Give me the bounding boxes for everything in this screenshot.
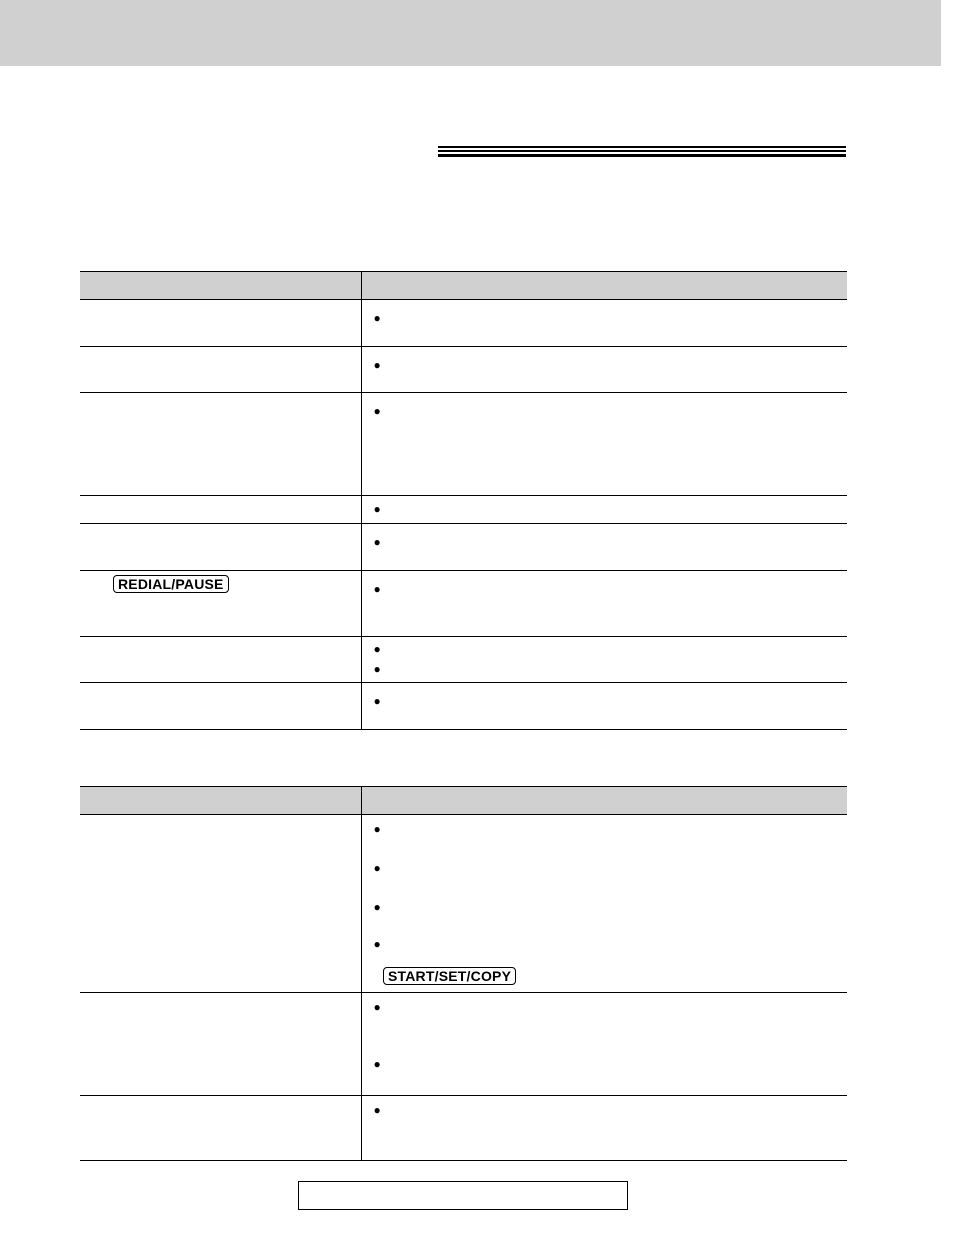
footer-box: [298, 1181, 628, 1210]
problem-cell: [80, 815, 361, 993]
header-band: [0, 0, 941, 66]
solution-cell: [361, 571, 847, 637]
table-row: [80, 683, 847, 730]
solution-cell: [361, 1096, 847, 1161]
bullet-icon: ●: [373, 642, 381, 656]
problem-cell: [80, 524, 361, 571]
bullet-icon: ●: [373, 404, 381, 418]
table-row: [80, 815, 847, 993]
problem-cell: [80, 683, 361, 730]
solution-cell: [361, 683, 847, 730]
solution-cell: [361, 524, 847, 571]
solution-cell: [361, 496, 847, 524]
bullet-icon: ●: [373, 1103, 381, 1117]
solution-cell: [361, 993, 847, 1096]
bullet-icon: ●: [373, 535, 381, 549]
bullet-icon: ●: [373, 861, 381, 875]
problem-cell: [80, 1096, 361, 1161]
table-header-row: [80, 787, 847, 815]
header-cell-solution: [361, 272, 847, 300]
problem-cell: [80, 637, 361, 683]
table-row: [80, 1096, 847, 1161]
bullet-icon: ●: [373, 900, 381, 914]
table-header-row: [80, 272, 847, 300]
solution-cell: [361, 637, 847, 683]
header-cell-solution: [361, 787, 847, 815]
table-row: [80, 524, 847, 571]
bullet-icon: ●: [373, 502, 381, 516]
problem-cell: [80, 393, 361, 496]
table-row: [80, 300, 847, 347]
header-cell-problem: [80, 272, 361, 300]
table-row: [80, 347, 847, 393]
header-cell-problem: [80, 787, 361, 815]
bullet-icon: ●: [373, 1000, 381, 1014]
solution-cell: [361, 347, 847, 393]
table-row: [80, 637, 847, 683]
bullet-icon: ●: [373, 311, 381, 325]
table-row: [80, 393, 847, 496]
solution-cell: [361, 815, 847, 993]
bullet-icon: ●: [373, 937, 381, 951]
bullet-icon: ●: [373, 822, 381, 836]
bullet-icon: ●: [373, 582, 381, 596]
bullet-icon: ●: [373, 662, 381, 676]
start-set-copy-key: START/SET/COPY: [383, 967, 516, 985]
troubleshooting-table-1: [80, 271, 847, 730]
problem-cell: [80, 496, 361, 524]
table-row: [80, 496, 847, 524]
bullet-icon: ●: [373, 358, 381, 372]
bullet-icon: ●: [373, 694, 381, 708]
problem-cell: [80, 300, 361, 347]
solution-cell: [361, 393, 847, 496]
problem-cell: [80, 993, 361, 1096]
problem-cell: [80, 347, 361, 393]
solution-cell: [361, 300, 847, 347]
redial-pause-key: REDIAL/PAUSE: [113, 575, 229, 593]
table-row: [80, 993, 847, 1096]
bullet-icon: ●: [373, 1057, 381, 1071]
